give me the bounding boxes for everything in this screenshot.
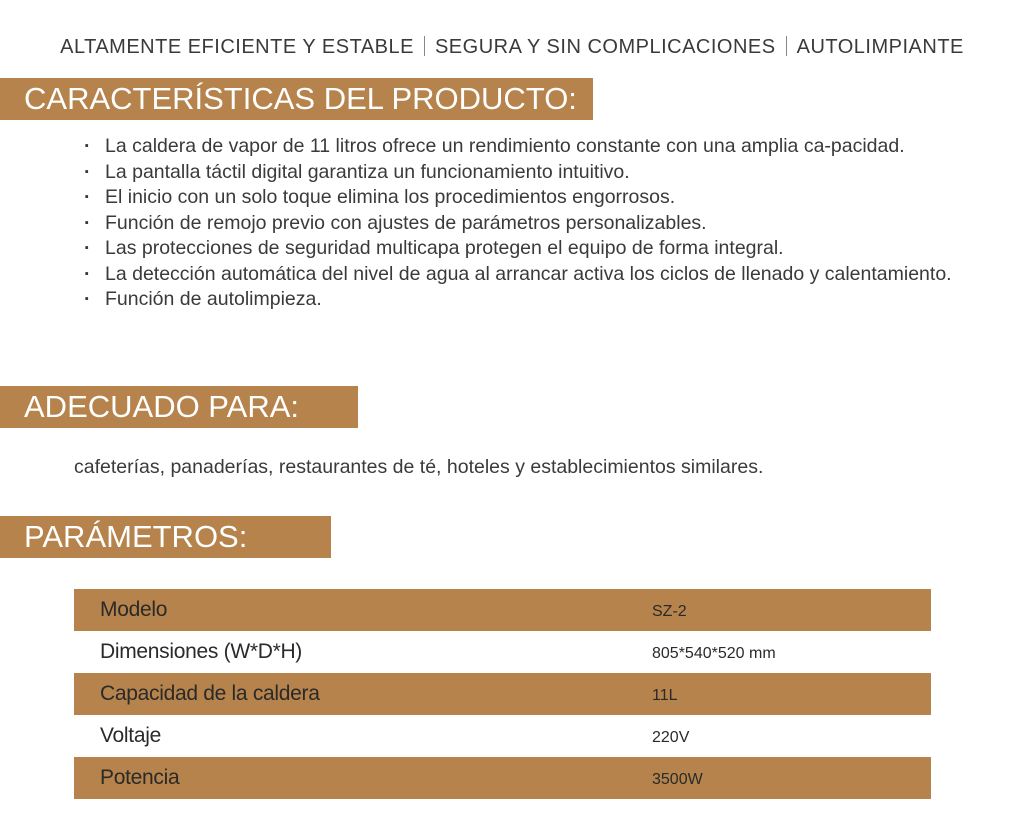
- features-list: [82, 134, 962, 313]
- table-row: [74, 715, 931, 757]
- tagline-efficient: ALTAMENTE EFICIENTE Y ESTABLE: [60, 36, 414, 58]
- param-label: Voltaje: [100, 724, 161, 747]
- features-heading: CARACTERÍSTICAS DEL PRODUCTO:: [0, 78, 593, 120]
- list-item: · La pantalla táctil digital garantiza un funcionamiento intuitivo.: [82, 160, 962, 186]
- parameters-heading: PARÁMETROS:: [0, 516, 331, 558]
- divider: [786, 36, 787, 56]
- list-item: · Función de autolimpieza.: [82, 287, 962, 313]
- param-label: Potencia: [74, 757, 652, 799]
- param-value: 11L: [652, 673, 931, 715]
- table-row: [74, 631, 931, 673]
- table-row: [74, 589, 931, 631]
- list-item: · Las protecciones de seguridad multicapa protegen el equipo de forma integral.: [82, 236, 962, 262]
- parameters-table: [74, 589, 931, 799]
- tagline-bar: [0, 36, 1024, 59]
- param-value: SZ-2: [652, 589, 931, 631]
- tagline-safe: SEGURA Y SIN COMPLICACIONES: [434, 36, 776, 58]
- tagline-self-cleaning: AUTOLIMPIANTE: [796, 36, 964, 58]
- param-label: Modelo: [74, 589, 652, 631]
- param-value: 220V: [652, 729, 690, 746]
- suitable-heading: ADECUADO PARA:: [0, 386, 358, 428]
- table-row: [74, 757, 931, 799]
- divider: [424, 36, 425, 56]
- list-item: · La caldera de vapor de 11 litros ofrece un rendimiento constante con una amplia ca-pacidad.: [82, 134, 962, 160]
- param-label: Capacidad de la caldera: [74, 673, 652, 715]
- list-item: · Función de remojo previo con ajustes de parámetros personalizables.: [82, 211, 962, 237]
- list-item: · La detección automática del nivel de agua al arrancar activa los ciclos de llenado y calentamiento.: [82, 262, 962, 288]
- list-item: · El inicio con un solo toque elimina los procedimientos engorrosos.: [82, 185, 962, 211]
- param-label: Dimensiones (W*D*H): [100, 640, 303, 663]
- suitable-for-text: cafeterías, panaderías, restaurantes de té, hoteles y establecimientos similares.: [74, 456, 764, 478]
- param-value: 805*540*520 mm: [652, 645, 776, 662]
- table-row: [74, 673, 931, 715]
- param-value: 3500W: [652, 757, 931, 799]
